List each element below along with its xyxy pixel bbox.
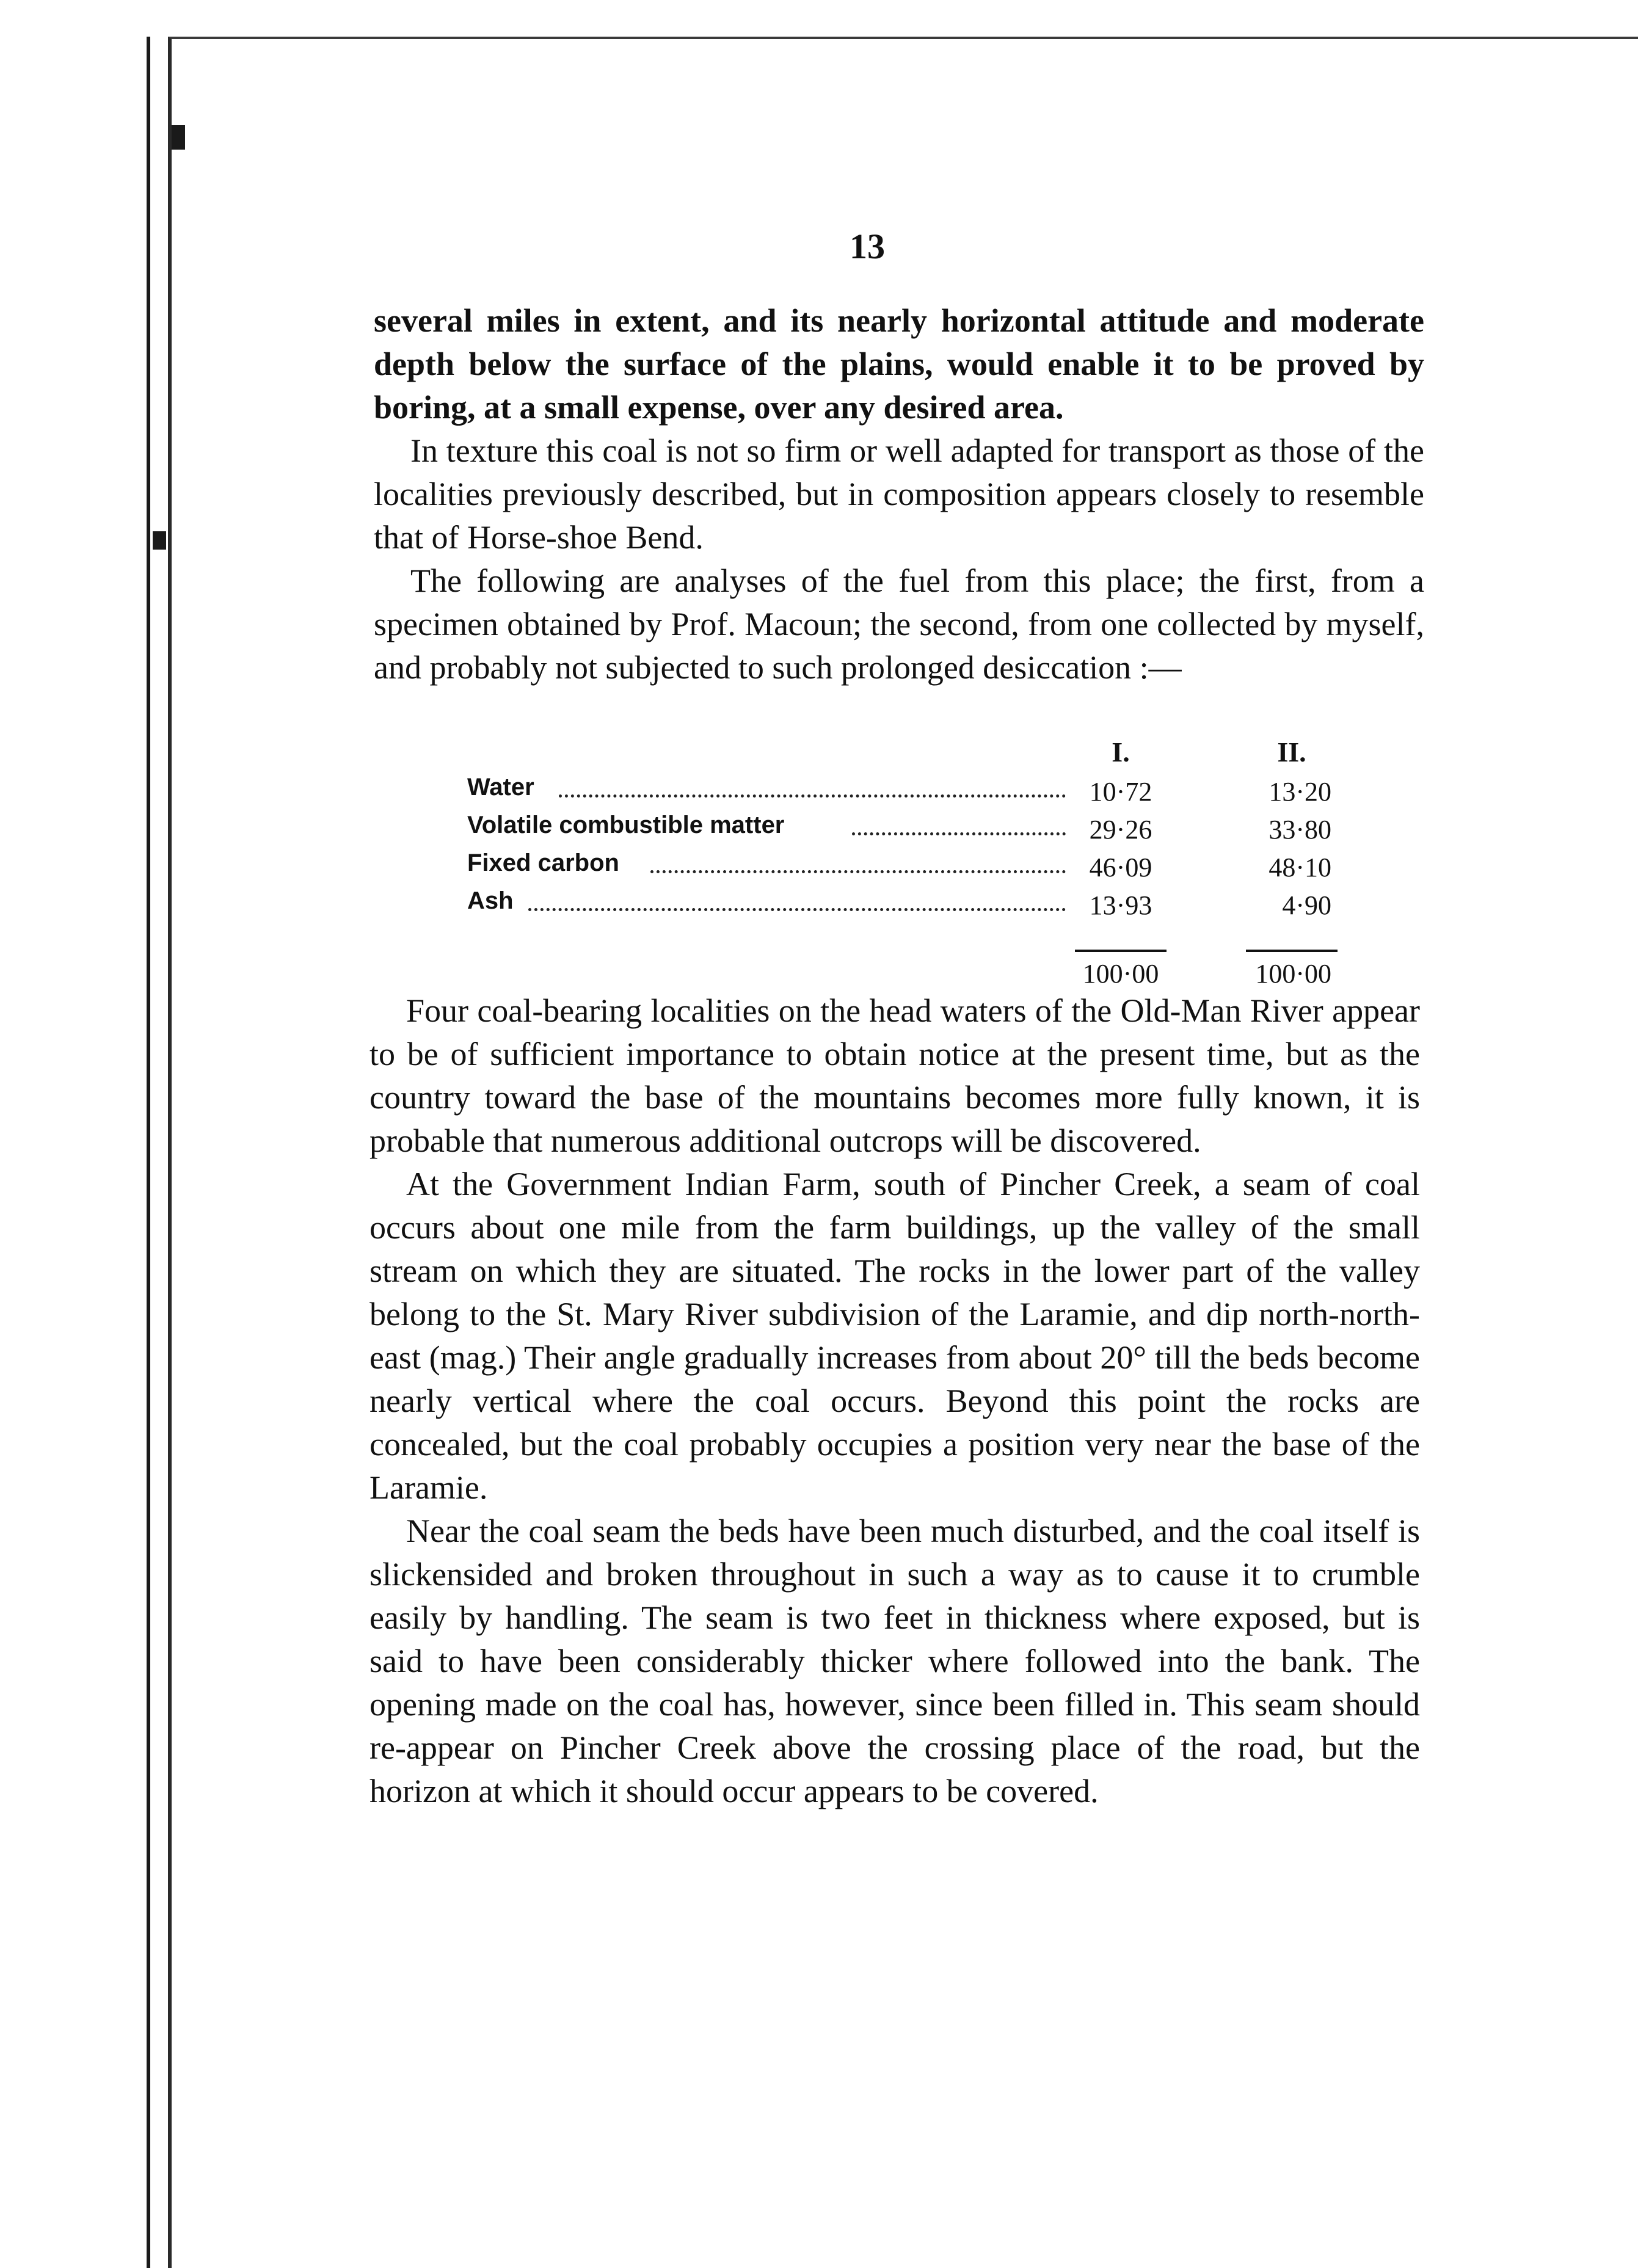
- table-cell: 46·09: [1089, 852, 1152, 882]
- table-cell: 4·90: [1282, 890, 1331, 920]
- total-rule: [1246, 950, 1338, 952]
- table-cell: 13·93: [1089, 890, 1152, 920]
- paragraph: several miles in extent, and its nearly horizontal attitude and moderate depth below the surface of the plains, would enable it to be proved by boring, at a small expense, over any desired area.: [374, 302, 1424, 426]
- paragraph: In texture this coal is not so firm or well adapted for transport as those of the localities previously described, but in composition appears closely to resemble that of Horse-shoe Bend.: [374, 432, 1424, 556]
- total-rule: [1075, 950, 1167, 952]
- binding-notch-mark: [153, 531, 166, 550]
- column-header-2: II.: [1277, 736, 1306, 768]
- table-header-row: [467, 736, 1334, 774]
- table-row: [467, 812, 1334, 849]
- table-cell: 10·72: [1089, 777, 1152, 807]
- left-binding-margin: [0, 0, 165, 2268]
- paragraph: Near the coal seam the beds have been much disturbed, and the coal itself is slickensided and broken throughout in such a way as to cause it to crumble easily by handling. The seam is two feet in thickness where exposed, but is said to have been considerably thicker where followed into the bank. The opening made on the coal has, however, since been filled in. This seam should re-appear on Pincher Creek above the crossing place of the road, but the horizon at which it should occur appears to be covered.: [369, 1513, 1420, 1809]
- column-header-1: I.: [1112, 736, 1130, 768]
- total-cell: 100·00: [1255, 959, 1331, 989]
- row-label: Fixed carbon: [467, 849, 619, 876]
- dot-leader: [650, 867, 1066, 873]
- binding-edge-line: [147, 37, 150, 2268]
- table-row: [467, 849, 1334, 887]
- table-cell: 13·20: [1269, 777, 1331, 807]
- totals-row: [467, 950, 1334, 992]
- dot-leader: [528, 904, 1066, 911]
- table-row: [467, 774, 1334, 812]
- paragraph: The following are analyses of the fuel from this place; the first, from a specimen obtained by Prof. Macoun; the second, from one collected by myself, and probably not subjected to such prolonged desiccation :—: [374, 562, 1424, 686]
- row-label: Ash: [467, 887, 514, 914]
- analysis-table: [467, 736, 1334, 992]
- dot-leader: [559, 791, 1066, 798]
- bottom-text-block: [369, 989, 1420, 1813]
- paragraph: Four coal-bearing localities on the head waters of the Old-Man River appear to be of sufficient importance to obtain notice at the present time, but as the country toward the base of the mountains becomes more fully known, it is probable that numerous additional outcrops will be discovered.: [369, 992, 1420, 1159]
- table-row: [467, 887, 1334, 925]
- row-label: Water: [467, 774, 534, 801]
- table-cell: 33·80: [1269, 815, 1331, 845]
- top-text-block: [374, 299, 1424, 689]
- paragraph: At the Government Indian Farm, south of Pincher Creek, a seam of coal occurs about one mile from the farm buildings, up the valley of the small stream on which they are situated. The rocks in the lower part of the valley belong to the St. Mary River subdivision of the Laramie, and dip north-north-east (mag.) Their angle gradually increases from about 20° till the beds become nearly vertical where the coal occurs. Beyond this point the rocks are concealed, but the coal probably occupies a position very near the base of the Laramie.: [369, 1166, 1420, 1506]
- total-cell: 100·00: [1082, 959, 1159, 989]
- page-number: 13: [850, 227, 885, 266]
- table-cell: 48·10: [1269, 852, 1331, 882]
- row-label: Volatile combustible matter: [467, 812, 785, 838]
- dot-leader: [852, 829, 1066, 835]
- table-cell: 29·26: [1089, 815, 1152, 845]
